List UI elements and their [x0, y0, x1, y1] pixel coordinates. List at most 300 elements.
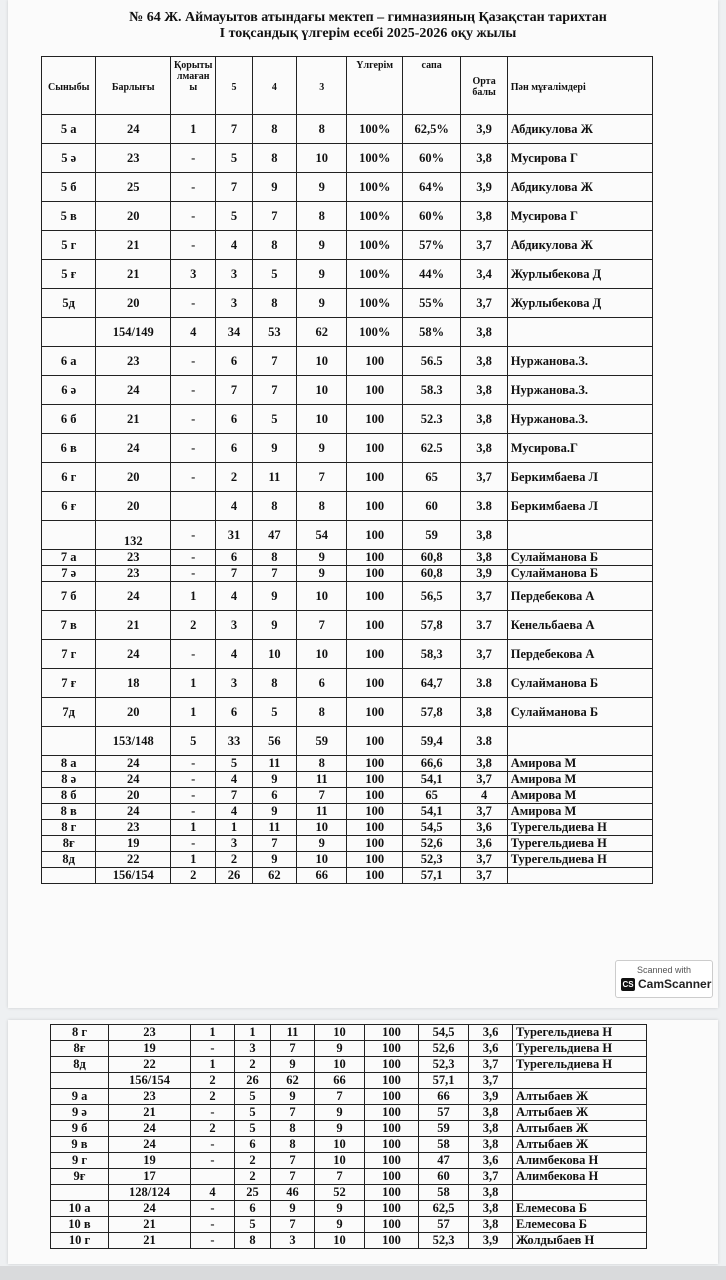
cell-class: 10 г [51, 1233, 109, 1249]
cell-failed: - [191, 1153, 235, 1169]
cell-grade4: 5 [252, 405, 296, 434]
cell-class: 6 б [42, 405, 96, 434]
cell-quality: 52,3 [419, 1233, 469, 1249]
cell-failed [171, 492, 216, 521]
table-row [42, 669, 653, 698]
cell-total: 21 [96, 231, 171, 260]
cell-grade5: 5 [216, 144, 252, 173]
cell-grade4: 9 [252, 173, 296, 202]
cell-pass-rate: 100 [365, 1185, 419, 1201]
cell-pass-rate: 100 [365, 1073, 419, 1089]
cell-grade4: 9 [252, 804, 296, 820]
cell-pass-rate: 100 [347, 669, 402, 698]
table-row [51, 1201, 647, 1217]
camscanner-logo-icon: CS [622, 980, 634, 989]
report-title-line1: № 64 Ж. Аймауытов атындағы мектеп – гимназияның Қазақстан тарихтан [129, 10, 607, 25]
cell-grade4: 11 [252, 463, 296, 492]
cell-average: 3,8 [461, 144, 507, 173]
cell-quality: 62.5 [402, 434, 460, 463]
header-quality: сапа [402, 57, 460, 115]
cell-grade5: 3 [216, 836, 252, 852]
cell-average: 3,8 [469, 1201, 513, 1217]
cell-total: 20 [96, 492, 171, 521]
cell-teacher: Амирова М [507, 788, 652, 804]
table-row [42, 492, 653, 521]
cell-failed: - [191, 1105, 235, 1121]
cell-grade4: 10 [252, 640, 296, 669]
cell-total: 19 [96, 836, 171, 852]
cell-failed: - [171, 772, 216, 788]
cell-total: 154/149 [96, 318, 171, 347]
cell-grade3: 54 [297, 521, 347, 550]
cell-grade3: 9 [297, 434, 347, 463]
cell-total: 21 [96, 405, 171, 434]
cell-grade4: 62 [252, 868, 296, 884]
cell-average: 3,8 [469, 1185, 513, 1201]
cell-grade3: 10 [297, 640, 347, 669]
cell-average: 3,8 [461, 347, 507, 376]
cell-grade3: 10 [315, 1137, 365, 1153]
cell-quality: 58 [419, 1137, 469, 1153]
cell-quality: 54,1 [402, 772, 460, 788]
cell-grade5: 5 [216, 756, 252, 772]
cell-quality: 57 [419, 1105, 469, 1121]
scanned-with-text: Scanned with [636, 965, 692, 975]
cell-quality: 52,6 [419, 1041, 469, 1057]
cell-total: 24 [109, 1201, 191, 1217]
cell-average: 3,7 [461, 289, 507, 318]
cell-quality: 57% [402, 231, 460, 260]
cell-pass-rate: 100% [347, 144, 402, 173]
total-row [51, 1185, 647, 1201]
cell-teacher: Беркимбаева Л [507, 492, 652, 521]
cell-average: 3,8 [461, 756, 507, 772]
cell-grade5: 31 [216, 521, 252, 550]
cell-grade3: 9 [297, 550, 347, 566]
cell-failed [191, 1169, 235, 1185]
cell-total: 21 [96, 611, 171, 640]
table-row [42, 405, 653, 434]
cell-total: 20 [96, 788, 171, 804]
cell-failed: - [171, 463, 216, 492]
cell-grade5: 4 [216, 804, 252, 820]
cell-grade3: 7 [315, 1169, 365, 1185]
cell-pass-rate: 100 [365, 1153, 419, 1169]
cell-failed: 2 [171, 611, 216, 640]
table-row [42, 804, 653, 820]
cell-grade5: 6 [235, 1201, 271, 1217]
cell-total: 22 [96, 852, 171, 868]
cell-failed: - [171, 202, 216, 231]
cell-quality: 56.5 [402, 347, 460, 376]
cell-failed: - [171, 550, 216, 566]
cell-grade3: 10 [297, 820, 347, 836]
cell-pass-rate: 100 [347, 405, 402, 434]
cell-average: 3.8 [461, 492, 507, 521]
cell-average: 3,7 [461, 231, 507, 260]
cell-pass-rate: 100 [365, 1057, 419, 1073]
cell-average: 3,6 [469, 1041, 513, 1057]
cell-grade3: 7 [297, 788, 347, 804]
cell-class: 6 в [42, 434, 96, 463]
cell-grade3: 10 [315, 1233, 365, 1249]
table-row [42, 173, 653, 202]
cell-grade5: 8 [235, 1233, 271, 1249]
cell-grade3: 9 [297, 836, 347, 852]
cell-total: 24 [109, 1137, 191, 1153]
cell-grade4: 8 [271, 1121, 315, 1137]
cell-grade5: 2 [235, 1153, 271, 1169]
cell-grade4: 46 [271, 1185, 315, 1201]
cell-total: 18 [96, 669, 171, 698]
cell-grade5: 3 [216, 669, 252, 698]
cell-quality: 54,5 [419, 1025, 469, 1041]
cell-quality: 56,5 [402, 582, 460, 611]
cell-quality: 58 [419, 1185, 469, 1201]
cell-total: 24 [96, 772, 171, 788]
cell-average: 3,8 [469, 1105, 513, 1121]
cell-class [42, 868, 96, 884]
cell-grade3: 62 [297, 318, 347, 347]
header-class: Сыныбы [42, 57, 96, 115]
header-teacher: Пән мұғалімдері [507, 57, 652, 115]
cell-quality: 62,5% [402, 115, 460, 144]
cell-grade5: 3 [235, 1041, 271, 1057]
cell-teacher: Турегельдиева Н [513, 1041, 647, 1057]
cell-total: 24 [96, 582, 171, 611]
viewer-bottom-bar [0, 1266, 726, 1280]
cell-class: 6 г [42, 463, 96, 492]
cell-grade3: 8 [297, 756, 347, 772]
cell-class: 5 а [42, 115, 96, 144]
cell-grade5: 34 [216, 318, 252, 347]
cell-grade5: 7 [216, 566, 252, 582]
table-row [42, 434, 653, 463]
table-row [51, 1153, 647, 1169]
cell-quality: 57,8 [402, 698, 460, 727]
cell-pass-rate: 100 [347, 492, 402, 521]
cell-average: 3,8 [461, 698, 507, 727]
cell-class: 9 а [51, 1089, 109, 1105]
cell-quality: 60,8 [402, 550, 460, 566]
cell-class: 6 а [42, 347, 96, 376]
cell-pass-rate: 100 [347, 772, 402, 788]
cell-average: 3,9 [461, 115, 507, 144]
cell-grade4: 7 [252, 836, 296, 852]
cell-total: 23 [109, 1025, 191, 1041]
cell-pass-rate: 100 [347, 756, 402, 772]
cell-class: 8 в [42, 804, 96, 820]
cell-grade3: 9 [297, 566, 347, 582]
cell-teacher: Абдикулова Ж [507, 231, 652, 260]
cell-average: 3,6 [461, 836, 507, 852]
cell-teacher: Мусирова.Г [507, 434, 652, 463]
cell-grade3: 11 [297, 772, 347, 788]
cell-failed: 4 [191, 1185, 235, 1201]
cell-teacher [513, 1073, 647, 1089]
cell-grade5: 6 [216, 347, 252, 376]
cell-class: 8 а [42, 756, 96, 772]
cell-grade4: 9 [252, 582, 296, 611]
cell-grade3: 10 [315, 1057, 365, 1073]
cell-teacher [507, 318, 652, 347]
cell-class [42, 727, 96, 756]
cell-total: 23 [96, 566, 171, 582]
camscanner-badge [615, 960, 713, 998]
cell-grade3: 59 [297, 727, 347, 756]
cell-teacher: Амирова М [507, 772, 652, 788]
cell-grade4: 7 [252, 347, 296, 376]
table-row [42, 698, 653, 727]
cell-grade4: 47 [252, 521, 296, 550]
cell-failed: - [191, 1233, 235, 1249]
cell-total: 24 [96, 434, 171, 463]
cell-grade5: 4 [216, 772, 252, 788]
header-grade3: 3 [297, 57, 347, 115]
cell-grade5: 33 [216, 727, 252, 756]
cell-class: 8д [42, 852, 96, 868]
cell-class [51, 1185, 109, 1201]
cell-quality: 66,6 [402, 756, 460, 772]
cell-total: 21 [109, 1233, 191, 1249]
camscanner-text: CamScanner [638, 977, 712, 991]
cell-grade3: 7 [315, 1089, 365, 1105]
cell-failed: 4 [171, 318, 216, 347]
cell-class: 7 ә [42, 566, 96, 582]
cell-quality: 64% [402, 173, 460, 202]
cell-quality: 59 [402, 521, 460, 550]
cell-teacher [513, 1185, 647, 1201]
header-pass-rate: Үлгерім [347, 57, 402, 115]
total-row [42, 521, 653, 550]
cell-average: 3,9 [469, 1233, 513, 1249]
cell-grade3: 52 [315, 1185, 365, 1201]
cell-grade4: 9 [271, 1201, 315, 1217]
cell-teacher: Сулайманова Б [507, 566, 652, 582]
cell-quality: 52,3 [419, 1057, 469, 1073]
cell-grade3: 10 [297, 347, 347, 376]
table-row [42, 289, 653, 318]
cell-total: 20 [96, 698, 171, 727]
cell-failed: 1 [171, 698, 216, 727]
cell-pass-rate: 100 [347, 582, 402, 611]
header-total: Барлығы [96, 57, 171, 115]
cell-total: 156/154 [109, 1073, 191, 1089]
cell-quality: 52,3 [402, 852, 460, 868]
cell-total: 17 [109, 1169, 191, 1185]
cell-grade5: 2 [235, 1169, 271, 1185]
cell-average: 3,6 [469, 1153, 513, 1169]
header-grade4: 4 [252, 57, 296, 115]
cell-quality: 54,1 [402, 804, 460, 820]
cell-total: 24 [96, 115, 171, 144]
cell-total: 20 [96, 202, 171, 231]
cell-class: 5д [42, 289, 96, 318]
cell-average: 3,8 [461, 202, 507, 231]
cell-grade3: 7 [297, 463, 347, 492]
cell-pass-rate: 100 [347, 521, 402, 550]
cell-average: 3,7 [469, 1073, 513, 1089]
table-row [51, 1025, 647, 1041]
cell-average: 3.8 [461, 727, 507, 756]
cell-grade4: 6 [252, 788, 296, 804]
cell-failed: - [171, 173, 216, 202]
cell-quality: 60% [402, 202, 460, 231]
cell-grade5: 5 [235, 1105, 271, 1121]
cell-class [51, 1073, 109, 1089]
cell-average: 3,7 [461, 868, 507, 884]
scanned-page-2 [8, 1020, 718, 1264]
cell-pass-rate: 100% [347, 289, 402, 318]
cell-average: 3,9 [469, 1089, 513, 1105]
cell-total: 24 [96, 640, 171, 669]
cell-teacher: Алтыбаев Ж [513, 1121, 647, 1137]
cell-average: 4 [461, 788, 507, 804]
cell-class: 5 г [42, 231, 96, 260]
table-row [51, 1105, 647, 1121]
cell-class [42, 521, 96, 550]
cell-pass-rate: 100% [347, 318, 402, 347]
cell-grade5: 25 [235, 1185, 271, 1201]
cell-teacher [507, 727, 652, 756]
total-row [42, 727, 653, 756]
header-grade5: 5 [216, 57, 252, 115]
cell-class: 8 г [51, 1025, 109, 1041]
cell-grade4: 7 [252, 202, 296, 231]
cell-failed: 2 [191, 1073, 235, 1089]
cell-class: 8 б [42, 788, 96, 804]
cell-class: 9 ә [51, 1105, 109, 1121]
cell-pass-rate: 100 [365, 1105, 419, 1121]
cell-pass-rate: 100 [347, 434, 402, 463]
cell-pass-rate: 100 [365, 1137, 419, 1153]
cell-grade4: 11 [252, 820, 296, 836]
cell-grade3: 9 [315, 1121, 365, 1137]
cell-average: 3,8 [461, 318, 507, 347]
cell-failed: - [191, 1137, 235, 1153]
cell-total: 20 [96, 289, 171, 318]
table-row [42, 115, 653, 144]
cell-grade4: 8 [252, 669, 296, 698]
cell-pass-rate: 100 [365, 1041, 419, 1057]
cell-grade4: 62 [271, 1073, 315, 1089]
cell-quality: 65 [402, 463, 460, 492]
cell-average: 3.7 [461, 611, 507, 640]
cell-quality: 52,6 [402, 836, 460, 852]
cell-total: 21 [109, 1105, 191, 1121]
cell-class: 7 а [42, 550, 96, 566]
cell-grade4: 7 [271, 1041, 315, 1057]
table-row [42, 640, 653, 669]
cell-quality: 60 [402, 492, 460, 521]
cell-failed: - [171, 231, 216, 260]
cell-quality: 58,3 [402, 640, 460, 669]
cell-average: 3,8 [469, 1217, 513, 1233]
table-row [42, 772, 653, 788]
cell-teacher [507, 868, 652, 884]
cell-class: 8 г [42, 820, 96, 836]
cell-grade5: 7 [216, 376, 252, 405]
cell-total: 24 [96, 376, 171, 405]
cell-failed: - [171, 347, 216, 376]
cell-pass-rate: 100 [347, 868, 402, 884]
cell-grade4: 5 [252, 260, 296, 289]
cell-teacher: Нуржанова.З. [507, 376, 652, 405]
cell-failed: - [171, 566, 216, 582]
cell-class: 7д [42, 698, 96, 727]
cell-class: 5 б [42, 173, 96, 202]
cell-grade5: 26 [235, 1073, 271, 1089]
cell-failed: 1 [171, 582, 216, 611]
cell-teacher: Журлыбекова Д [507, 289, 652, 318]
cell-class: 8 ә [42, 772, 96, 788]
cell-failed: - [171, 289, 216, 318]
cell-failed: 2 [191, 1121, 235, 1137]
cell-grade4: 7 [271, 1169, 315, 1185]
cell-quality: 62,5 [419, 1201, 469, 1217]
cell-grade3: 66 [297, 868, 347, 884]
cell-grade5: 5 [216, 202, 252, 231]
cell-grade4: 7 [271, 1105, 315, 1121]
cell-teacher: Алимбекова Н [513, 1153, 647, 1169]
cell-grade3: 7 [297, 611, 347, 640]
cell-grade3: 9 [315, 1201, 365, 1217]
cell-teacher: Сулайманова Б [507, 669, 652, 698]
total-row [42, 868, 653, 884]
cell-total: 128/124 [109, 1185, 191, 1201]
cell-class: 9 б [51, 1121, 109, 1137]
cell-average: 3,9 [461, 566, 507, 582]
cell-grade4: 7 [252, 566, 296, 582]
cell-failed: - [191, 1201, 235, 1217]
cell-class: 8д [51, 1057, 109, 1073]
cell-grade3: 9 [297, 289, 347, 318]
cell-quality: 58.3 [402, 376, 460, 405]
cell-grade4: 7 [271, 1153, 315, 1169]
cell-failed: - [191, 1041, 235, 1057]
cell-pass-rate: 100 [347, 836, 402, 852]
cell-class: 5 ғ [42, 260, 96, 289]
cell-total: 21 [96, 260, 171, 289]
cell-grade3: 9 [315, 1041, 365, 1057]
cell-grade4: 53 [252, 318, 296, 347]
cell-grade3: 9 [297, 173, 347, 202]
cell-quality: 60,8 [402, 566, 460, 582]
cell-average: 3,7 [461, 463, 507, 492]
cell-grade4: 9 [252, 611, 296, 640]
table-row [51, 1089, 647, 1105]
cell-grade3: 66 [315, 1073, 365, 1089]
cell-teacher: Беркимбаева Л [507, 463, 652, 492]
cell-quality: 54,5 [402, 820, 460, 836]
cell-teacher: Турегельдиева Н [513, 1057, 647, 1073]
cell-average: 3,8 [461, 550, 507, 566]
grades-table-1 [41, 56, 653, 884]
table-row [42, 550, 653, 566]
cell-grade3: 8 [297, 202, 347, 231]
cell-teacher: Сулайманова Б [507, 550, 652, 566]
cell-class: 6 ғ [42, 492, 96, 521]
cell-grade3: 8 [297, 492, 347, 521]
cell-failed: 1 [171, 820, 216, 836]
cell-grade3: 10 [315, 1153, 365, 1169]
cell-quality: 58% [402, 318, 460, 347]
cell-quality: 65 [402, 788, 460, 804]
cell-teacher: Пердебекова А [507, 582, 652, 611]
cell-class: 10 в [51, 1217, 109, 1233]
cell-grade4: 8 [252, 115, 296, 144]
table-row [42, 231, 653, 260]
